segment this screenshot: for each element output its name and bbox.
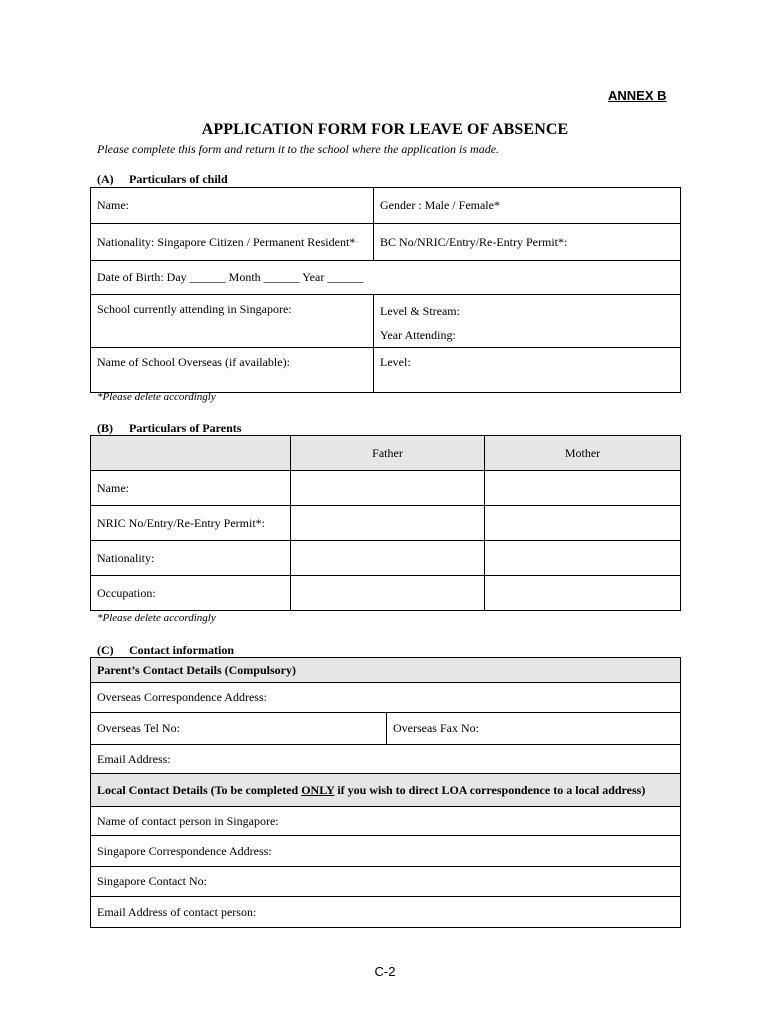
sg-contact-field[interactable]: Singapore Contact No: xyxy=(91,867,681,897)
mother-occupation-field[interactable] xyxy=(485,576,681,611)
section-c-title: Contact information xyxy=(129,643,234,657)
section-b-letter: (B) xyxy=(97,421,113,435)
mother-column-header: Mother xyxy=(485,436,681,471)
parent-nric-label: NRIC No/Entry/Re-Entry Permit*: xyxy=(91,506,291,541)
parent-contact-header: Parent’s Contact Details (Compulsory) xyxy=(91,658,681,683)
overseas-address-field[interactable]: Overseas Correspondence Address: xyxy=(91,683,681,713)
child-particulars-table xyxy=(90,187,681,393)
father-nric-field[interactable] xyxy=(291,506,485,541)
child-bc-no-field[interactable]: BC No/NRIC/Entry/Re-Entry Permit*: xyxy=(374,224,681,261)
section-a-heading xyxy=(97,172,228,187)
mother-nationality-field[interactable] xyxy=(485,541,681,576)
form-title: APPLICATION FORM FOR LEAVE OF ABSENCE xyxy=(201,121,569,138)
year-attending-field[interactable]: Year Attending: xyxy=(380,328,456,342)
section-b-title: Particulars of Parents xyxy=(129,421,242,435)
overseas-tel-field[interactable]: Overseas Tel No: xyxy=(91,713,387,745)
section-b-heading xyxy=(97,421,241,436)
school-overseas-field[interactable]: Name of School Overseas (if available): xyxy=(91,348,374,393)
contact-email-field[interactable]: Email Address of contact person: xyxy=(91,897,681,928)
local-header-pre: Local Contact Details (To be completed xyxy=(97,782,302,797)
father-column-header: Father xyxy=(291,436,485,471)
overseas-fax-field[interactable]: Overseas Fax No: xyxy=(387,713,681,745)
parent-nationality-label: Nationality: xyxy=(91,541,291,576)
section-a-title: Particulars of child xyxy=(129,172,228,186)
school-current-field[interactable]: School currently attending in Singapore: xyxy=(91,295,374,348)
mother-name-field[interactable] xyxy=(485,471,681,506)
father-occupation-field[interactable] xyxy=(291,576,485,611)
father-nationality-field[interactable] xyxy=(291,541,485,576)
local-header-post: if you wish to direct LOA correspondence to a local address) xyxy=(334,782,646,797)
child-gender-field[interactable]: Gender : Male / Female* xyxy=(374,188,681,224)
page-number: C-2 xyxy=(374,964,396,979)
parents-header-blank xyxy=(91,436,291,471)
contact-info-table xyxy=(90,657,681,928)
annex-label: ANNEX B xyxy=(608,88,667,103)
child-dob-field[interactable]: Date of Birth: Day ______ Month ______ Year ______ xyxy=(91,261,681,295)
section-b-note: *Please delete accordingly xyxy=(97,612,216,624)
level-stream-field[interactable]: Level & Stream: xyxy=(380,304,460,318)
level-stream-cell xyxy=(374,295,681,348)
email-field[interactable]: Email Address: xyxy=(91,745,681,774)
sg-address-field[interactable]: Singapore Correspondence Address: xyxy=(91,836,681,867)
section-c-letter: (C) xyxy=(97,643,114,657)
contact-person-field[interactable]: Name of contact person in Singapore: xyxy=(91,807,681,836)
mother-nric-field[interactable] xyxy=(485,506,681,541)
overseas-level-field[interactable]: Level: xyxy=(374,348,681,393)
section-c-heading xyxy=(97,643,234,658)
child-nationality-field[interactable]: Nationality: Singapore Citizen / Permanent Resident* xyxy=(91,224,374,261)
father-name-field[interactable] xyxy=(291,471,485,506)
local-contact-header xyxy=(91,774,681,807)
local-header-only: ONLY xyxy=(301,782,335,797)
child-name-field[interactable]: Name: xyxy=(91,188,374,224)
form-instructions: Please complete this form and return it to the school where the application is made. xyxy=(97,142,500,156)
section-a-letter: (A) xyxy=(97,172,114,186)
parent-name-label: Name: xyxy=(91,471,291,506)
section-a-note: *Please delete accordingly xyxy=(97,391,216,403)
parent-occupation-label: Occupation: xyxy=(91,576,291,611)
parents-particulars-table xyxy=(90,435,681,611)
